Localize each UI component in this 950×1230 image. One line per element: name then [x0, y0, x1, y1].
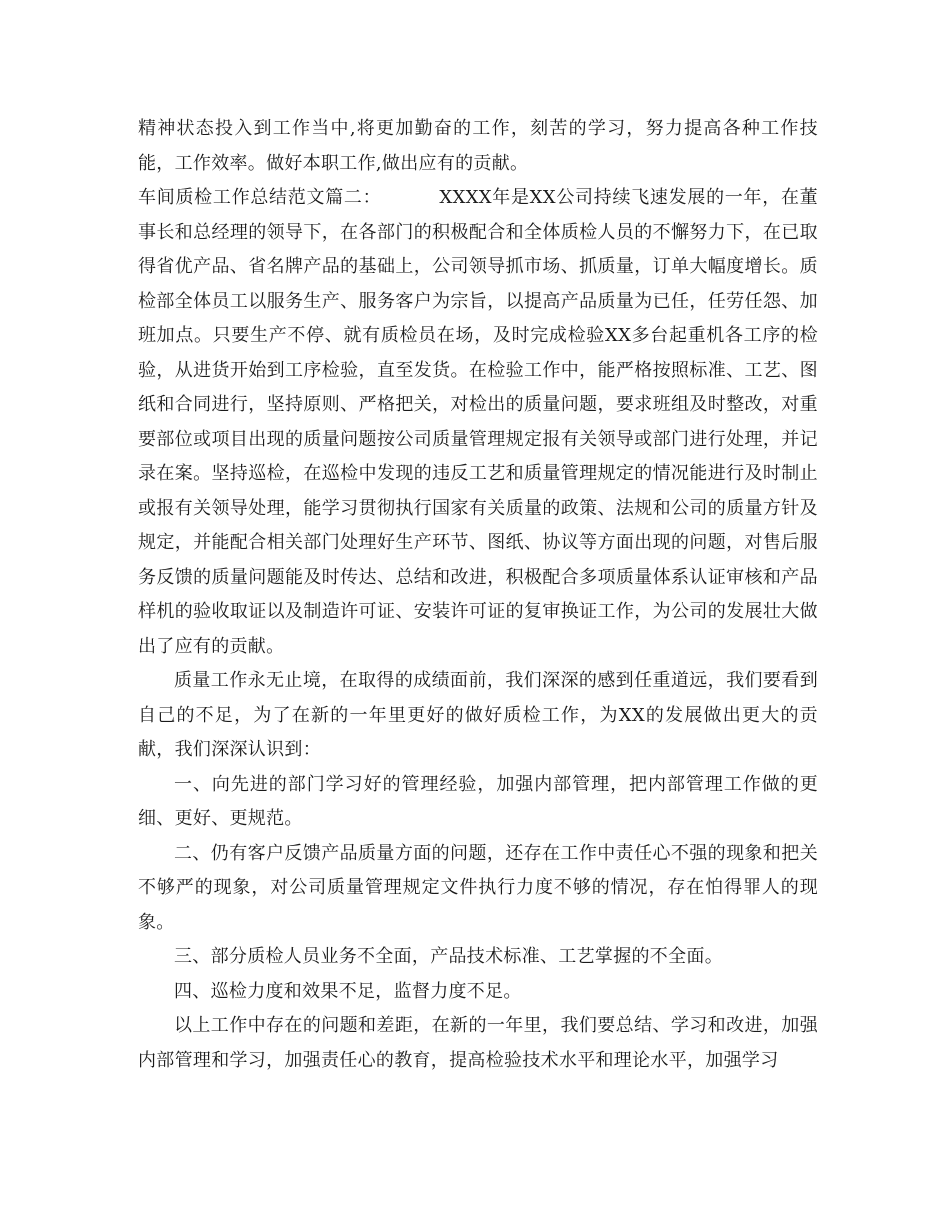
section-title: 车间质检工作总结范文篇二： — [138, 187, 382, 208]
paragraph-point-four: 四、巡检力度和效果不足，监督力度不足。 — [174, 980, 522, 1002]
document-body — [138, 112, 818, 1078]
section-two-text: XXXX年是XX公司持续飞速发展的一年，在董事长和总经理的领导下，在各部门的积极配合和全体质检人员的不懈努力下，在已取得省优产品、省名牌产品的基础上，公司领导抓市场、抓质量，订单大幅度增长。质检部全体员工以服务生产、服务客户为宗旨，以提高产品质量为已任，任劳任怨、加班加点。只要生产不停、就有质检员在场，及时完成检验XX多台起重机各工序的检验，从进货开始到工序检验，直至发货。在检验工作中，能严格按照标准、工艺、图纸和合同进行，坚持原则、严格把关，对检出的质量问题，要求班组及时整改，对重要部位或项目出现的质量问题按公司质量管理规定报有关领导或部门进行处理，并记录在案。坚持巡检，在巡检中发现的违反工艺和质量管理规定的情况能进行及时制止或报有关领导处理，能学习贯彻执行国家有关质量的政策、法规和公司的质量方针及规定，并能配合相关部门处理好生产环节、图纸、协议等方面出现的问题，对售后服务反馈的质量问题能及时传达、总结和改进，积极配合多项质量体系认证审核和产品样机的验收取证以及制造许可证、安装许可证的复审换证工作，为公司的发展壮大做出了应有的贡献。 — [138, 187, 818, 657]
paragraph-point-three: 三、部分质检人员业务不全面，产品技术标准、工艺掌握的不全面。 — [174, 946, 723, 967]
paragraph-point-one: 一、向先进的部门学习好的管理经验，加强内部管理，把内部管理工作做的更细、更好、更规范。 — [138, 773, 818, 829]
paragraph-conclusion: 以上工作中存在的问题和差距，在新的一年里，我们要总结、学习和改进，加强内部管理和学习，加强责任心的教育，提高检验技术水平和理论水平，加强学习 — [138, 1015, 818, 1071]
paragraph-section-two — [138, 181, 818, 664]
paragraph-continuation: 精神状态投入到工作当中,将更加勤奋的工作，刻苦的学习，努力提高各种工作技能，工作效率。做好本职工作,做出应有的贡献。 — [138, 118, 818, 174]
paragraph-reflection: 质量工作永无止境，在取得的成绩面前，我们深深的感到任重道远，我们要看到自己的不足，为了在新的一年里更好的做好质检工作，为XX的发展做出更大的贡献，我们深深认识到： — [138, 670, 818, 760]
paragraph-point-two: 二、仍有客户反馈产品质量方面的问题，还存在工作中责任心不强的现象和把关不够严的现象，对公司质量管理规定文件执行力度不够的情况，存在怕得罪人的现象。 — [138, 842, 818, 933]
